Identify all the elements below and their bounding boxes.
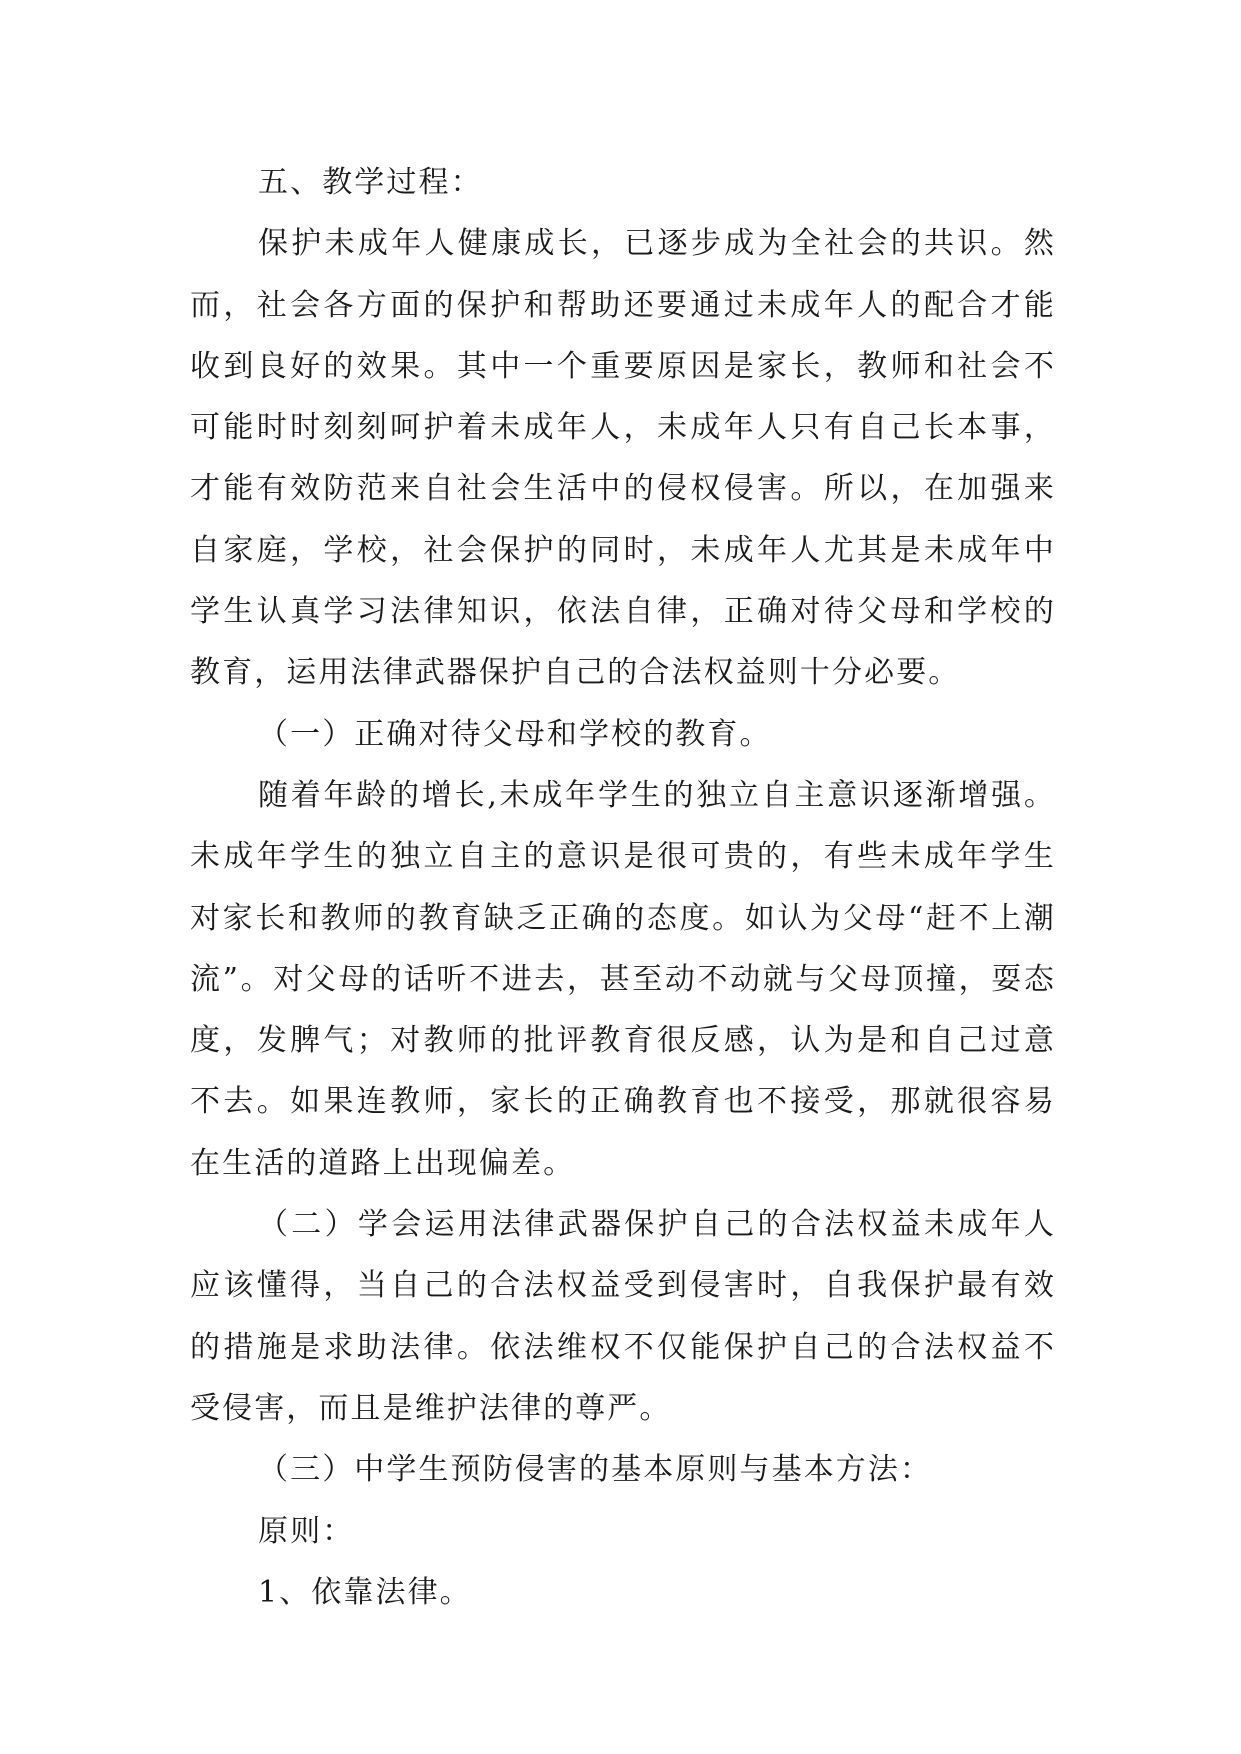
subsection-heading-1: （一）正确对待父母和学校的教育。	[258, 716, 772, 752]
principle-label: 原则：	[258, 1513, 355, 1549]
subsection-heading-3: （三）中学生预防侵害的基本原则与基本方法：	[258, 1452, 933, 1488]
body-paragraph: 随着年龄的增长,未成年学生的独立自主意识逐渐增强。未成年学生的独立自主的意识是很可贵的，有些未成年学生对家长和教师的教育缺乏正确的态度。如认为父母“赶不上潮流”。对父母的话听不进去，甚至动不动就与父母顶撞，耍态度，发脾气；对教师的批评教育很反感，认为是和自己过意不去。如果连教师，家长的正确教育也不接受，那就很容易在生活的道路上出现偏差。	[190, 777, 1056, 1181]
principle-item-1: 1、依靠法律。	[258, 1574, 472, 1610]
subsection-paragraph-2: （二）学会运用法律武器保护自己的合法权益未成年人应该懂得，当自己的合法权益受到侵害时，自我保护最有效的措施是求助法律。依法维权不仅能保护自己的合法权益不受侵害，而且是维护法律的尊严。	[190, 1207, 1056, 1426]
body-paragraph: 保护未成年人健康成长，已逐步成为全社会的共识。然而，社会各方面的保护和帮助还要通过未成年人的配合才能收到良好的效果。其中一个重要原因是家长，教师和社会不可能时时刻刻呵护着未成年人，未成年人只有自己长本事，才能有效防范来自社会生活中的侵权侵害。所以，在加强来自家庭，学校，社会保护的同时，未成年人尤其是未成年中学生认真学习法律知识，依法自律，正确对待父母和学校的教育，运用法律武器保护自己的合法权益则十分必要。	[190, 226, 1056, 691]
document-page	[190, 152, 1056, 1623]
section-heading: 五、教学过程：	[258, 165, 483, 200]
